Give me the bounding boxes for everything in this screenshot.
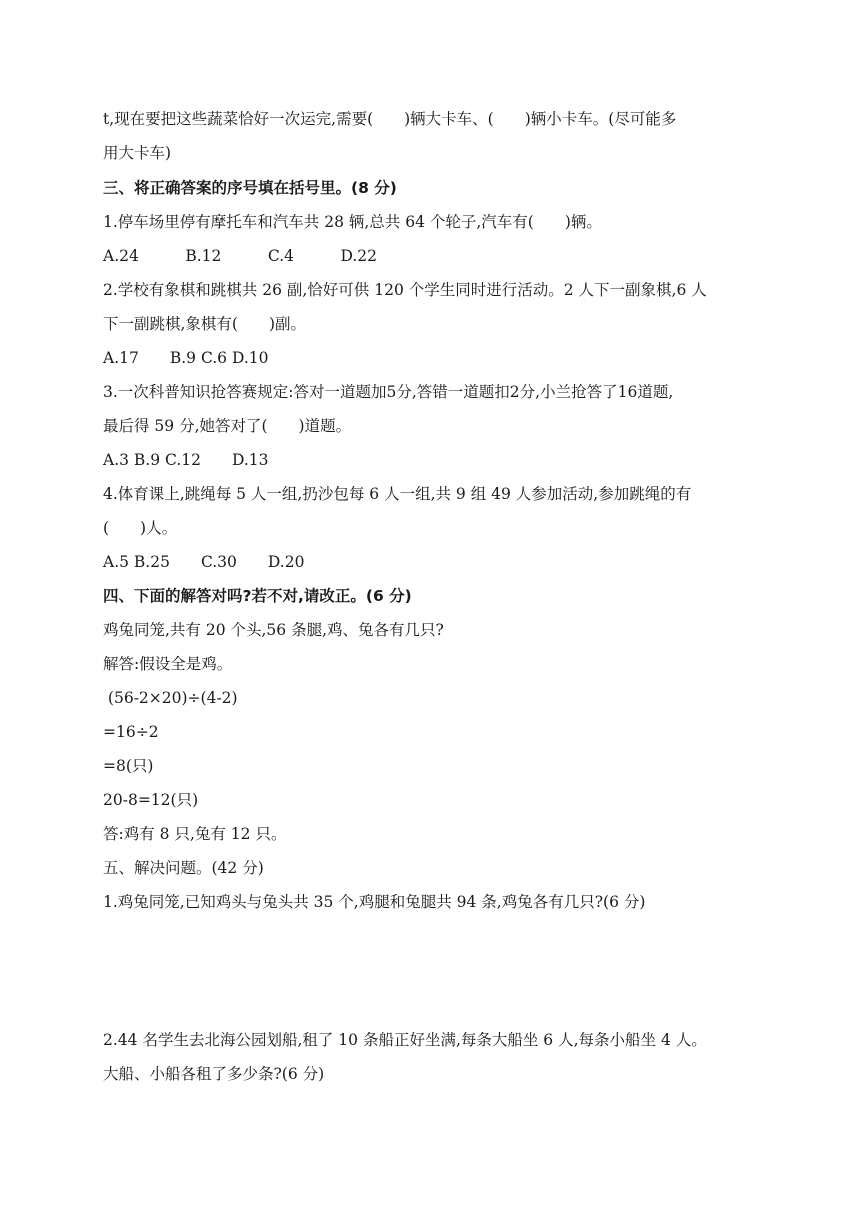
section-3-heading: 三、将正确答案的序号填在括号里。(8 分) [103,179,397,197]
s4-problem: 鸡兔同笼,共有 20 个头,56 条腿,鸡、兔各有几只? [103,621,444,639]
s4-solution-line-1: 解答:假设全是鸡。 [103,655,233,673]
s4-solution-line-5: 20-8=12(只) [103,791,199,809]
s4-answer: 答:鸡有 8 只,兔有 12 只。 [103,825,287,843]
intro-line-1: t,现在要把这些蔬菜恰好一次运完,需要( )辆大卡车、( )辆小卡车。(尽可能多 [103,110,677,128]
s3-question-2-line-1: 2.学校有象棋和跳棋共 26 副,恰好可供 120 个学生同时进行活动。2 人下一副象棋,6 人 [103,281,707,299]
s5-question-2-line-1: 2.44 名学生去北海公园划船,租了 10 条船正好坐满,每条大船坐 6 人,每条小船坐 4 人。 [103,1031,707,1049]
s4-solution-line-4: =8(只) [103,757,154,775]
intro-line-2: 用大卡车) [103,144,172,162]
s3-question-4-line-2: ( )人。 [103,519,178,537]
s3-question-3-options: A.3 B.9 C.12 D.13 [103,451,269,469]
s3-question-1: 1.停车场里停有摩托车和汽车共 28 辆,总共 64 个轮子,汽车有( )辆。 [103,213,602,231]
section-4-heading: 四、下面的解答对吗?若不对,请改正。(6 分) [103,587,412,605]
s3-question-4-line-1: 4.体育课上,跳绳每 5 人一组,扔沙包每 6 人一组,共 9 组 49 人参加活动,参加跳绳的有 [103,485,692,503]
s4-solution-line-2: (56-2×20)÷(4-2) [103,689,238,707]
s5-question-1: 1.鸡兔同笼,已知鸡头与兔头共 35 个,鸡腿和兔腿共 94 条,鸡兔各有几只?(6 分) [103,893,646,911]
s3-question-2-line-2: 下一副跳棋,象棋有( )副。 [103,315,307,333]
s5-question-2-line-2: 大船、小船各租了多少条?(6 分) [103,1065,325,1083]
s3-question-3-line-1: 3.一次科普知识抢答赛规定:答对一道题加5分,答错一道题扣2分,小兰抢答了16道题, [103,383,674,401]
section-5-heading: 五、解决问题。(42 分) [103,859,264,877]
s3-question-1-options: A.24 B.12 C.4 D.22 [103,247,378,265]
s3-question-2-options: A.17 B.9 C.6 D.10 [103,349,269,367]
s4-solution-line-3: =16÷2 [103,723,159,741]
s3-question-3-line-2: 最后得 59 分,她答对了( )道题。 [103,417,352,435]
s3-question-4-options: A.5 B.25 C.30 D.20 [103,553,305,571]
